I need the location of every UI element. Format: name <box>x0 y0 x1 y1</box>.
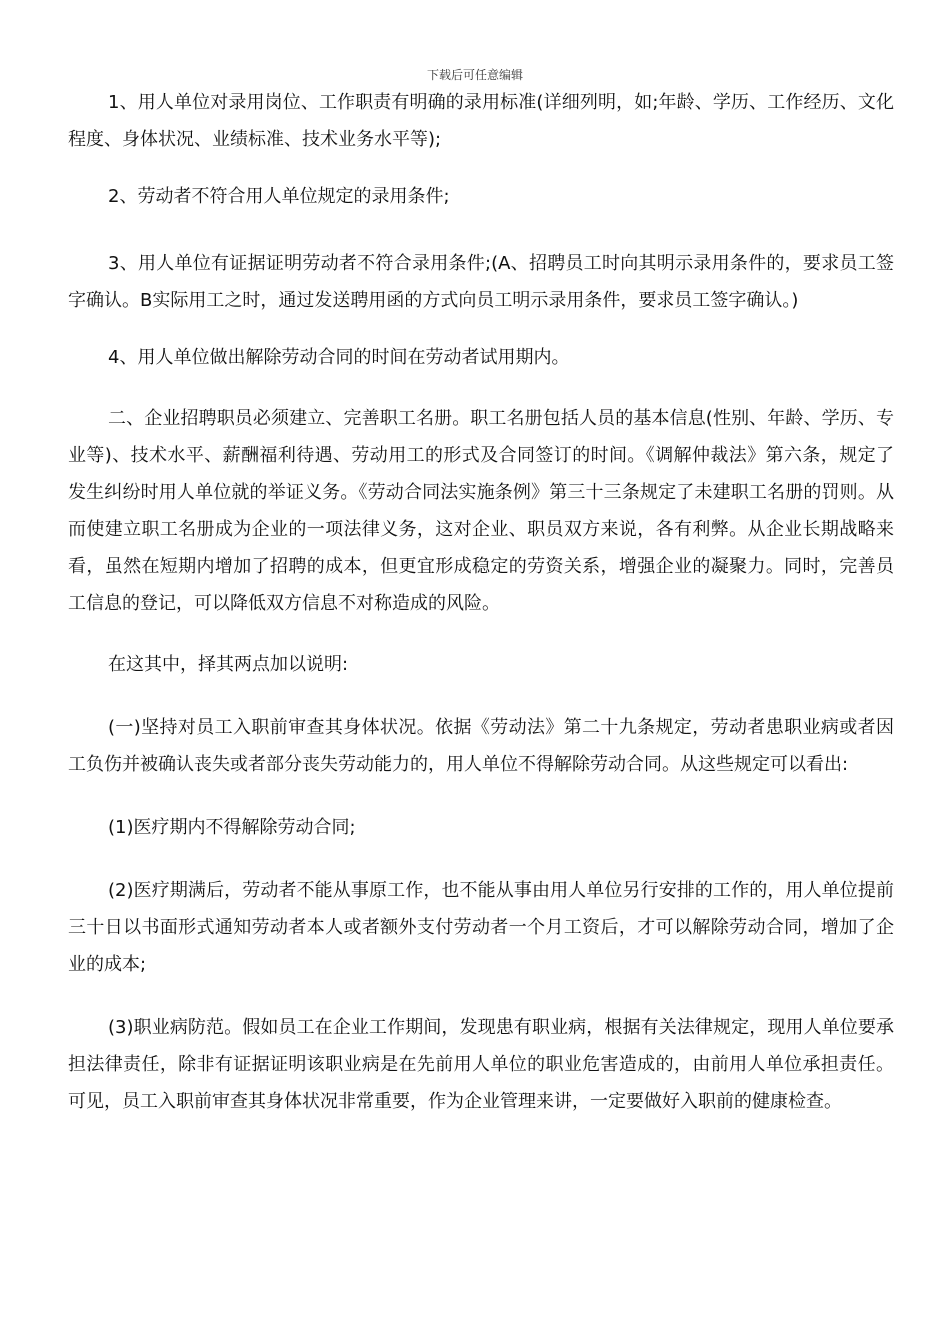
paragraph-6: 在这其中，择其两点加以说明: <box>108 654 349 675</box>
paragraph-10: (3)职业病防范。假如员工在企业工作期间，发现患有职业病，根据有关法律规定，现用人单位要承担法律责任，除非有证据证明该职业病是在先前用人单位的职业危害造成的，由前用人单位承担责任。可见，员工入职前审查其身体状况非常重要，作为企业管理来讲，一定要做好入职前的健康检查。 <box>68 1017 894 1112</box>
document-body <box>68 84 894 1120</box>
paragraph-8: (1)医疗期内不得解除劳动合同; <box>108 817 356 838</box>
paragraph-1: 1、用人单位对录用岗位、工作职责有明确的录用标准(详细列明，如;年龄、学历、工作经历、文化程度、身体状况、业绩标准、技术业务水平等); <box>68 92 894 150</box>
paragraph-2: 2、劳动者不符合用人单位规定的录用条件; <box>108 186 450 207</box>
header-note: 下载后可任意编辑 <box>426 68 523 82</box>
paragraph-9: (2)医疗期满后，劳动者不能从事原工作，也不能从事由用人单位另行安排的工作的，用人单位提前三十日以书面形式通知劳动者本人或者额外支付劳动者一个月工资后，才可以解除劳动合同，增加了企业的成本; <box>68 880 894 975</box>
paragraph-4: 4、用人单位做出解除劳动合同的时间在劳动者试用期内。 <box>108 347 570 368</box>
paragraph-3: 3、用人单位有证据证明劳动者不符合录用条件;(A、招聘员工时向其明示录用条件的，要求员工签字确认。B实际用工之时，通过发送聘用函的方式向员工明示录用条件，要求员工签字确认。) <box>68 253 894 311</box>
paragraph-5: 二、企业招聘职员必须建立、完善职工名册。职工名册包括人员的基本信息(性别、年龄、学历、专业等)、技术水平、薪酬福利待遇、劳动用工的形式及合同签订的时间。《调解仲裁法》第六条，规定了发生纠纷时用人单位就的举证义务。《劳动合同法实施条例》第三十三条规定了未建职工名册的罚则。从而使建立职工名册成为企业的一项法律义务，这对企业、职员双方来说，各有利弊。从企业长期战略来看，虽然在短期内增加了招聘的成本，但更宜形成稳定的劳资关系，增强企业的凝聚力。同时，完善员工信息的登记，可以降低双方信息不对称造成的风险。 <box>68 408 894 614</box>
paragraph-7: (一)坚持对员工入职前审查其身体状况。依据《劳动法》第二十九条规定，劳动者患职业病或者因工负伤并被确认丧失或者部分丧失劳动能力的，用人单位不得解除劳动合同。从这些规定可以看出: <box>68 717 894 775</box>
